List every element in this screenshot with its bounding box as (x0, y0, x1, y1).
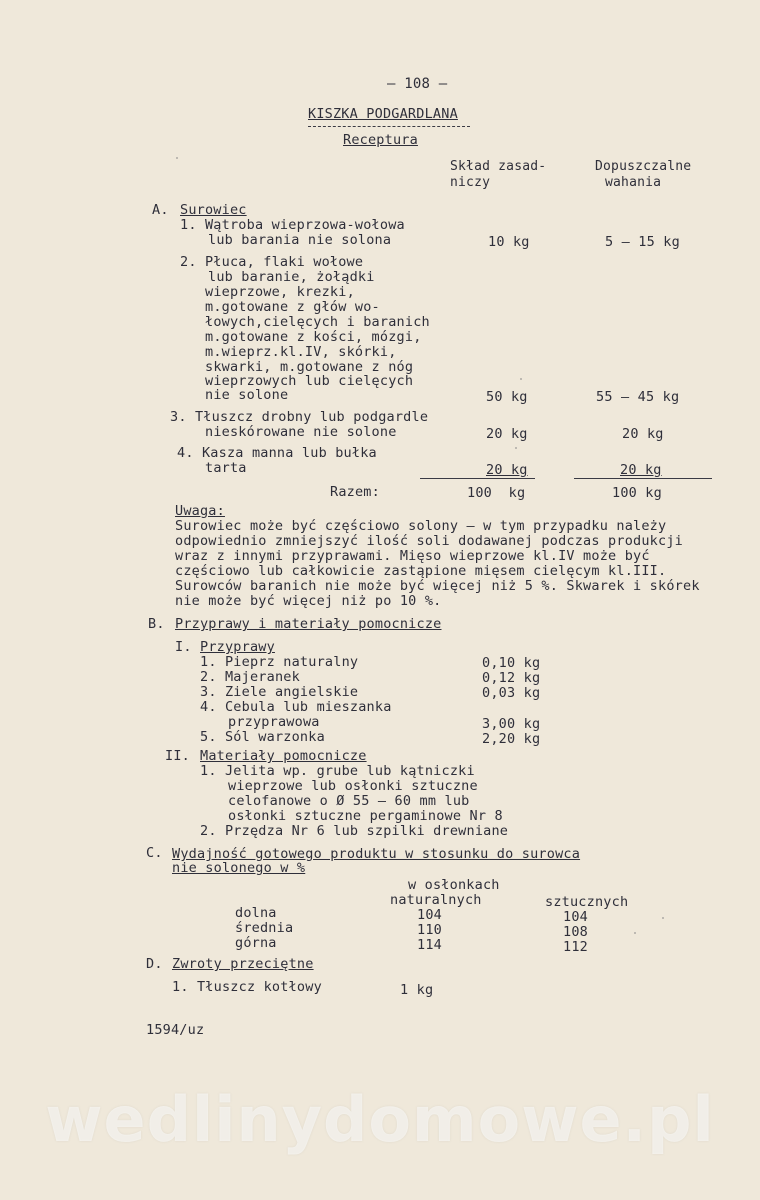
yield-row-label: dolna (235, 905, 277, 921)
note-line: odpowiednio zmniejszyć ilość soli dodawanej podczas produkcji (175, 533, 683, 549)
section-b-letter: B. (148, 616, 165, 632)
total-rule-left (420, 478, 535, 479)
note-line: Surowców baranich nie może być więcej niż 5 %. Skwarek i skórek (175, 578, 700, 594)
scan-speck (662, 917, 664, 919)
yield-col-synthetic: sztucznych (545, 894, 629, 910)
item-line: nie solone (205, 387, 289, 403)
section-d-title: Zwroty przeciętne (172, 956, 314, 972)
yield-col-natural: w osłonkach (408, 877, 500, 893)
yield-synthetic: 112 (563, 939, 588, 955)
item-line: 3. Tłuszcz drobny lub podgardle (170, 409, 429, 425)
spice-name: 4. Cebula lub mieszanka (200, 699, 392, 715)
item-line: wieprzowe, krezki, (205, 284, 355, 300)
spice-name: 3. Ziele angielskie (200, 684, 359, 700)
scan-speck (176, 157, 178, 159)
yield-synthetic: 104 (563, 909, 588, 925)
section-a-title: Surowiec (180, 202, 247, 218)
spice-amount: 0,10 kg (482, 655, 541, 671)
total-label: Razem: (330, 484, 380, 500)
item-amount: 10 kg (488, 234, 530, 250)
total-rule-right (574, 478, 712, 479)
item-line: tarta (205, 460, 247, 476)
section-c-title: Wydajność gotowego produktu w stosunku do surowca (172, 846, 581, 862)
column-header-tolerance: Dopuszczalne (595, 159, 692, 174)
item-line: lub baranie, żołądki (208, 269, 375, 285)
section-c-title-2: nie solonego w % (172, 860, 306, 876)
yield-natural: 114 (417, 937, 442, 953)
materials-title: Materiały pomocnicze (200, 748, 367, 764)
item-line: m.gotowane z głów wo- (205, 299, 380, 315)
column-header-tolerance-2: wahania (605, 175, 662, 190)
item-amount: 50 kg (486, 389, 528, 405)
column-header-composition-2: niczy (450, 175, 491, 190)
recipe-subtitle: Receptura (343, 132, 418, 148)
item-range: 20 kg (620, 462, 662, 478)
item-line: 4. Kasza manna lub bułka (177, 445, 377, 461)
item-line: łowych,cielęcych i baranich (205, 314, 430, 330)
spice-amount: 2,20 kg (482, 731, 541, 747)
item-line: m.gotowane z kości, mózgi, (205, 329, 422, 345)
scan-speck (634, 932, 636, 934)
yield-natural: 104 (417, 907, 442, 923)
spice-name: przyprawowa (228, 714, 320, 730)
item-line: 1. Wątroba wieprzowa-wołowa (180, 217, 405, 233)
material-line: osłonki sztuczne pergaminowe Nr 8 (228, 808, 503, 824)
material-line: 2. Przędza Nr 6 lub szpilki drewniane (200, 823, 509, 839)
total-amount: 100 kg (467, 485, 526, 501)
column-header-composition: Skład zasad- (450, 159, 547, 174)
section-d-letter: D. (146, 956, 163, 972)
note-title: Uwaga: (175, 503, 225, 519)
returns-amount: 1 kg (400, 982, 434, 998)
yield-synthetic: 108 (563, 924, 588, 940)
spice-name: 2. Majeranek (200, 669, 300, 685)
item-range: 20 kg (622, 426, 664, 442)
recipe-title: KISZKA PODGARDLANA (308, 106, 458, 122)
item-amount: 20 kg (486, 462, 528, 478)
returns-item: 1. Tłuszcz kotłowy (172, 979, 322, 995)
yield-row-label: górna (235, 935, 277, 951)
note-line: częściowo lub całkowicie zastąpione mięsem cielęcym kl.III. (175, 563, 667, 579)
materials-number: II. (165, 748, 190, 764)
note-line: Surowiec może być częściowo solony – w tym przypadku należy (175, 518, 667, 534)
section-a-letter: A. (152, 202, 169, 218)
spice-amount: 0,12 kg (482, 670, 541, 686)
item-line: lub barania nie solona (208, 232, 392, 248)
document-code: 1594/uz (146, 1022, 205, 1038)
item-line: skwarki, m.gotowane z nóg (205, 359, 414, 375)
spices-number: I. (175, 639, 192, 655)
yield-col-natural-2: naturalnych (390, 892, 482, 908)
spice-name: 5. Sól warzonka (200, 729, 325, 745)
item-range: 55 – 45 kg (596, 389, 680, 405)
spice-amount: 0,03 kg (482, 685, 541, 701)
section-b-title: Przyprawy i materiały pomocnicze (175, 616, 442, 632)
watermark: wedlinydomowe.pl (45, 1083, 715, 1156)
item-range: 5 – 15 kg (605, 234, 680, 250)
spice-amount: 3,00 kg (482, 716, 541, 732)
item-line: m.wieprz.kl.IV, skórki, (205, 344, 397, 360)
material-line: 1. Jelita wp. grube lub kątniczki (200, 763, 475, 779)
item-line: nieskórowane nie solone (205, 424, 397, 440)
section-c-letter: C. (146, 845, 163, 861)
item-line: wieprzowych lub cielęcych (205, 373, 414, 389)
note-line: nie może być więcej niż po 10 %. (175, 593, 442, 609)
total-range: 100 kg (612, 485, 662, 501)
item-amount: 20 kg (486, 426, 528, 442)
spices-title: Przyprawy (200, 639, 275, 655)
title-double-rule (308, 126, 470, 127)
item-line: 2. Płuca, flaki wołowe (180, 254, 364, 270)
yield-row-label: średnia (235, 920, 294, 936)
material-line: celofanowe o Ø 55 – 60 mm lub (228, 793, 470, 809)
yield-natural: 110 (417, 922, 442, 938)
scan-speck (520, 378, 522, 380)
spice-name: 1. Pieprz naturalny (200, 654, 359, 670)
scan-speck (515, 447, 517, 449)
note-line: wraz z innymi przyprawami. Mięso wieprzowe kl.IV może być (175, 548, 650, 564)
page-number: – 108 – (387, 76, 448, 92)
material-line: wieprzowe lub osłonki sztuczne (228, 778, 478, 794)
